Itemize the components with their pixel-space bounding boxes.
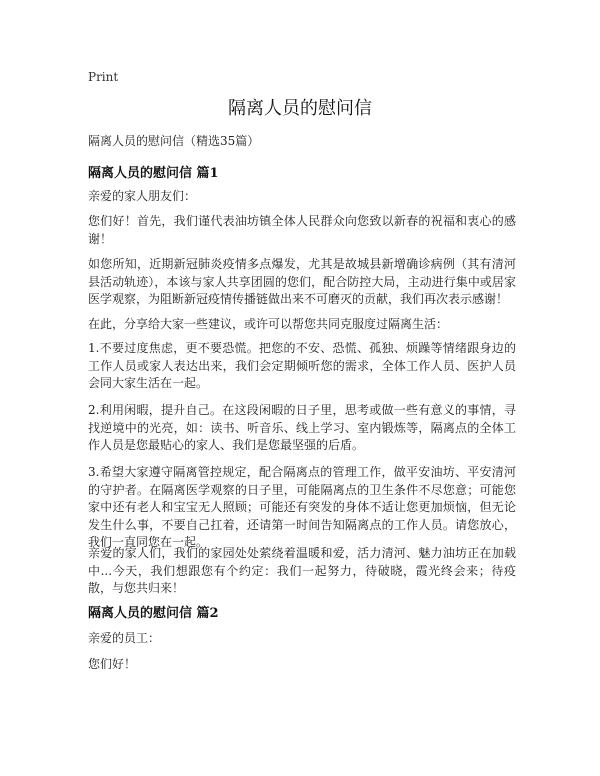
paragraph: 亲爱的家人们，我们的家园处处萦绕着温暖和爱，活力清河、魅力油坊正在加载中...今天，我们想跟您有个约定：我们一起努力，待破晓，霞光终会来；待疫散，与您共归来！ (88, 546, 516, 595)
paragraph: 2.利用闲暇，提升自己。在这段闲暇的日子里，思考或做一些有意义的事情，寻找逆境中的光亮，如：读书、听音乐、线上学习、室内锻炼等，隔离点的全体工作人员是您最贴心的家人、我们是您最坚强的后盾。 (88, 403, 516, 452)
print-link[interactable]: Print (88, 70, 119, 84)
paragraph: 您们好！首先，我们谨代表油坊镇全体人民群众向您致以新春的祝福和衷心的感谢！ (88, 214, 516, 246)
paragraph-greeting: 亲爱的家人朋友们： (88, 189, 197, 203)
paragraph: 在此，分享给大家一些建议，或许可以帮您共同克服度过隔离生活： (88, 317, 449, 331)
paragraph: 如您所知，近期新冠肺炎疫情多点爆发，尤其是故城县新增确诊病例（其有清河县活动轨迹），本该与家人共享团圆的您们，配合防控大局，主动进行集中或居家医学观察，为阻断新冠疫情传播链做出来不可磨灭的贡献，我们再次表示感谢！ (88, 257, 516, 306)
paragraph: 1.不要过度焦虑，更不要恐慌。把您的不安、恐慌、孤独、烦躁等情绪跟身边的工作人员或家人表达出来，我们会定期倾听您的需求，全体工作人员、医护人员会同大家生活在一起。 (88, 341, 516, 390)
page-title: 隔离人员的慰问信 (228, 98, 372, 119)
section-heading-2: 隔离人员的慰问信 篇2 (88, 606, 219, 621)
paragraph: 您们好！ (88, 657, 137, 671)
section-heading-1: 隔离人员的慰问信 篇1 (88, 166, 219, 181)
document-subtitle: 隔离人员的慰问信（精选35篇） (88, 134, 260, 148)
paragraph-greeting: 亲爱的员工： (88, 631, 161, 645)
paragraph: 3.希望大家遵守隔离管控规定，配合隔离点的管理工作，做平安油坊、平安清河的守护者。在隔离医学观察的日子里，可能隔离点的卫生条件不尽您意；可能您家中还有老人和宝宝无人照顾；可能还有突发的身体不适让您更加烦恼，但无论发生什么事，不要自己扛着，还请第一时间告知隔离点的工作人员。请您放心，我们一直同您在一起。 (88, 465, 516, 549)
